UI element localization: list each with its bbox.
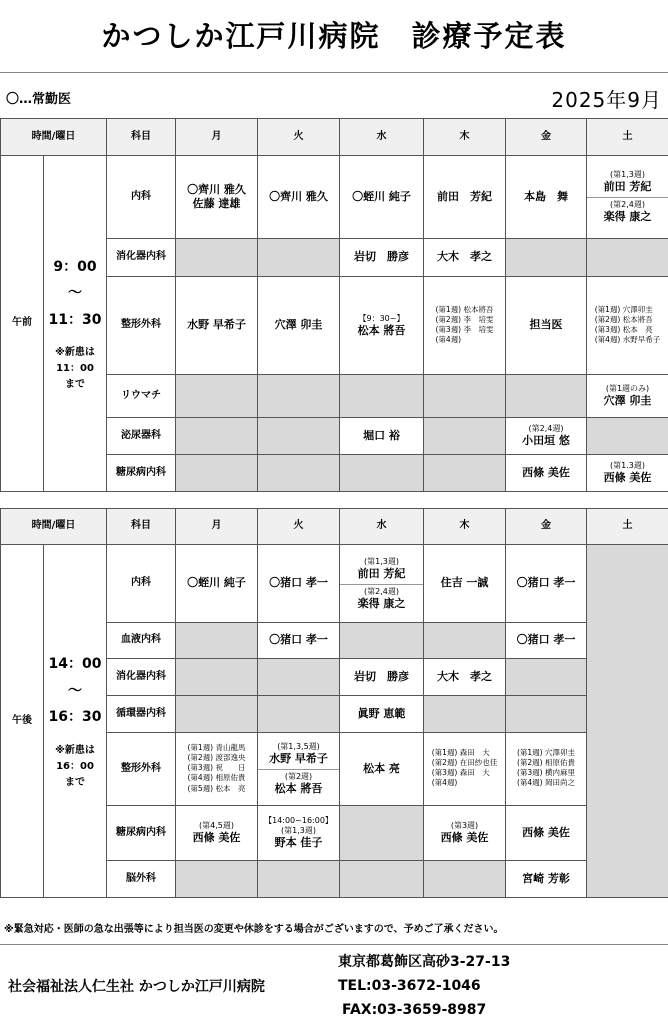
phone: TEL:03-3672-1046 xyxy=(338,978,481,994)
divider xyxy=(0,72,668,73)
header-thu: 木 xyxy=(424,509,506,545)
header-mon: 月 xyxy=(176,509,258,545)
cell-tue: (第1,3,5週) 水野 早希子 (第2週) 松本 將吾 xyxy=(258,733,340,806)
cell-wed: 松本 亮 xyxy=(340,733,424,806)
cell-mon: 水野 早希子 xyxy=(176,277,258,375)
cell-closed xyxy=(258,375,340,418)
cell-tue: 〇猪口 孝一 xyxy=(258,545,340,623)
cell-wed: 岩切 勝彦 xyxy=(340,659,424,696)
schedule-month: 2025年9月 xyxy=(551,88,662,112)
cell-closed xyxy=(587,418,668,455)
cell-closed xyxy=(587,239,668,277)
cell-fri: (第1週) 穴澤卯圭 (第2週) 相原佑貴 (第3週) 横内麻里 (第4週) 岡田尚之 xyxy=(506,733,587,806)
cell-closed xyxy=(258,239,340,277)
organization-name: 社会福祉法人仁生社 かつしか江戸川病院 xyxy=(8,979,265,995)
cell-closed xyxy=(176,455,258,492)
cell-wed: (第1,3週) 前田 芳紀 (第2,4週) 楽得 康之 xyxy=(340,545,424,623)
cell-tue: 〇齊川 雅久 xyxy=(258,156,340,239)
cell-closed xyxy=(258,696,340,733)
cell-closed xyxy=(424,861,506,898)
header-time-day: 時間/曜日 xyxy=(1,119,107,156)
cell-closed xyxy=(176,623,258,659)
address: 東京都葛飾区高砂3-27-13 xyxy=(338,954,511,970)
cell-fri: 本島 舞 xyxy=(506,156,587,239)
cell-closed xyxy=(424,623,506,659)
cell-sat: (第1週のみ) 穴澤 卯圭 xyxy=(587,375,668,418)
cell-sat: (第1週) 穴澤卯圭 (第2週) 松本將吾 (第3週) 松本 亮 (第4週) 水野早希子 xyxy=(587,277,668,375)
cell-fri: (第2,4週) 小田垣 悠 xyxy=(506,418,587,455)
cell-closed xyxy=(176,659,258,696)
dept-label: 消化器内科 xyxy=(107,659,176,696)
cell-sat: (第1.3週) 西條 美佐 xyxy=(587,455,668,492)
cell-fri: 〇猪口 孝一 xyxy=(506,545,587,623)
header-tue: 火 xyxy=(258,119,340,156)
cell-fri: 西條 美佐 xyxy=(506,455,587,492)
morning-row-naika xyxy=(1,156,668,239)
cell-thu: 大木 孝之 xyxy=(424,239,506,277)
cell-wed: 眞野 恵範 xyxy=(340,696,424,733)
cell-closed xyxy=(258,861,340,898)
dept-label: 内科 xyxy=(107,545,176,623)
cell-thu: 大木 孝之 xyxy=(424,659,506,696)
header-sat: 土 xyxy=(587,119,668,156)
footnote: ※緊急対応・医師の急な出張等により担当医の変更や休診をする場合がございますので、予めご了承ください。 xyxy=(4,924,504,935)
dept-label: 整形外科 xyxy=(107,277,176,375)
cell-closed xyxy=(176,861,258,898)
cell-wed: 〇蛭川 純子 xyxy=(340,156,424,239)
cell-saturday-closed xyxy=(587,545,668,898)
cell-closed xyxy=(176,239,258,277)
cell-wed: 岩切 勝彦 xyxy=(340,239,424,277)
contact-block xyxy=(338,950,510,1022)
header-wed: 水 xyxy=(340,119,424,156)
cell-closed xyxy=(424,455,506,492)
cell-thu: 前田 芳紀 xyxy=(424,156,506,239)
header-fri: 金 xyxy=(506,119,587,156)
cell-mon: (第1週) 青山龍馬 (第2週) 渡部逸央 (第3週) 祝 日 (第4週) 相原佑貴 (第5週) 松本 亮 xyxy=(176,733,258,806)
dept-label: 脳外科 xyxy=(107,861,176,898)
cell-thu: (第3週) 西條 美佐 xyxy=(424,806,506,861)
cell-fri: 西條 美佐 xyxy=(506,806,587,861)
cell-tue: 〇猪口 孝一 xyxy=(258,623,340,659)
fax: FAX:03-3659-8987 xyxy=(342,1002,487,1018)
cell-closed xyxy=(258,418,340,455)
cell-mon: 〇蛭川 純子 xyxy=(176,545,258,623)
cell-closed xyxy=(424,418,506,455)
header-tue: 火 xyxy=(258,509,340,545)
cell-thu: 住吉 一誠 xyxy=(424,545,506,623)
header-thu: 木 xyxy=(424,119,506,156)
header-sat: 土 xyxy=(587,509,668,545)
cell-closed xyxy=(176,375,258,418)
header-wed: 水 xyxy=(340,509,424,545)
header-fri: 金 xyxy=(506,509,587,545)
morning-schedule-table xyxy=(0,118,668,492)
cell-closed xyxy=(258,455,340,492)
cell-fri: 担当医 xyxy=(506,277,587,375)
cell-closed xyxy=(340,455,424,492)
cell-tue: 穴澤 卯圭 xyxy=(258,277,340,375)
dept-label: 血液内科 xyxy=(107,623,176,659)
afternoon-schedule-table xyxy=(0,508,668,898)
legend-fulltime: 〇…常勤医 xyxy=(6,92,72,107)
dept-label: 糖尿病内科 xyxy=(107,806,176,861)
cell-mon: (第4,5週) 西條 美佐 xyxy=(176,806,258,861)
cell-sat: (第1,3週) 前田 芳紀 (第2,4週) 楽得 康之 xyxy=(587,156,668,239)
dept-label: 泌尿器科 xyxy=(107,418,176,455)
cell-mon: 〇齊川 雅久 佐藤 達雄 xyxy=(176,156,258,239)
morning-period: 午前 xyxy=(1,156,44,492)
header-row xyxy=(1,119,668,156)
cell-wed: 堀口 裕 xyxy=(340,418,424,455)
dept-label: 内科 xyxy=(107,156,176,239)
header-dept: 科目 xyxy=(107,509,176,545)
cell-fri: 〇猪口 孝一 xyxy=(506,623,587,659)
dept-label: 循環器内科 xyxy=(107,696,176,733)
cell-closed xyxy=(340,806,424,861)
header-row xyxy=(1,509,668,545)
page-title: かつしか江戸川病院 診療予定表 xyxy=(101,19,567,53)
header-time-day: 時間/曜日 xyxy=(1,509,107,545)
dept-label: リウマチ xyxy=(107,375,176,418)
cell-closed xyxy=(424,375,506,418)
cell-closed xyxy=(506,239,587,277)
cell-closed xyxy=(424,696,506,733)
cell-tue: 【14:00~16:00】 (第1,3週) 野本 佳子 xyxy=(258,806,340,861)
cell-closed xyxy=(258,659,340,696)
afternoon-period: 午後 xyxy=(1,545,44,898)
cell-closed xyxy=(176,696,258,733)
cell-closed xyxy=(506,375,587,418)
divider xyxy=(0,944,668,945)
dept-label: 整形外科 xyxy=(107,733,176,806)
cell-fri: 宮崎 芳彰 xyxy=(506,861,587,898)
cell-thu: (第1週) 松本將吾 (第2週) 李 培雯 (第3週) 李 培雯 (第4週) xyxy=(424,277,506,375)
cell-thu: (第1週) 森田 大 (第2週) 在田紗也佳 (第3週) 森田 大 (第4週) xyxy=(424,733,506,806)
cell-wed: 【9：30~】 松本 將吾 xyxy=(340,277,424,375)
dept-label: 糖尿病内科 xyxy=(107,455,176,492)
cell-closed xyxy=(506,696,587,733)
cell-closed xyxy=(340,375,424,418)
afternoon-row-naika xyxy=(1,545,668,623)
cell-closed xyxy=(340,861,424,898)
header-dept: 科目 xyxy=(107,119,176,156)
afternoon-hours: 14：00 〜 16：30 ※新患は 16：00 まで xyxy=(44,545,107,898)
cell-closed xyxy=(340,623,424,659)
cell-closed xyxy=(176,418,258,455)
header-mon: 月 xyxy=(176,119,258,156)
dept-label: 消化器内科 xyxy=(107,239,176,277)
cell-closed xyxy=(506,659,587,696)
morning-hours: 9：00 〜 11：30 ※新患は 11：00 まで xyxy=(44,156,107,492)
